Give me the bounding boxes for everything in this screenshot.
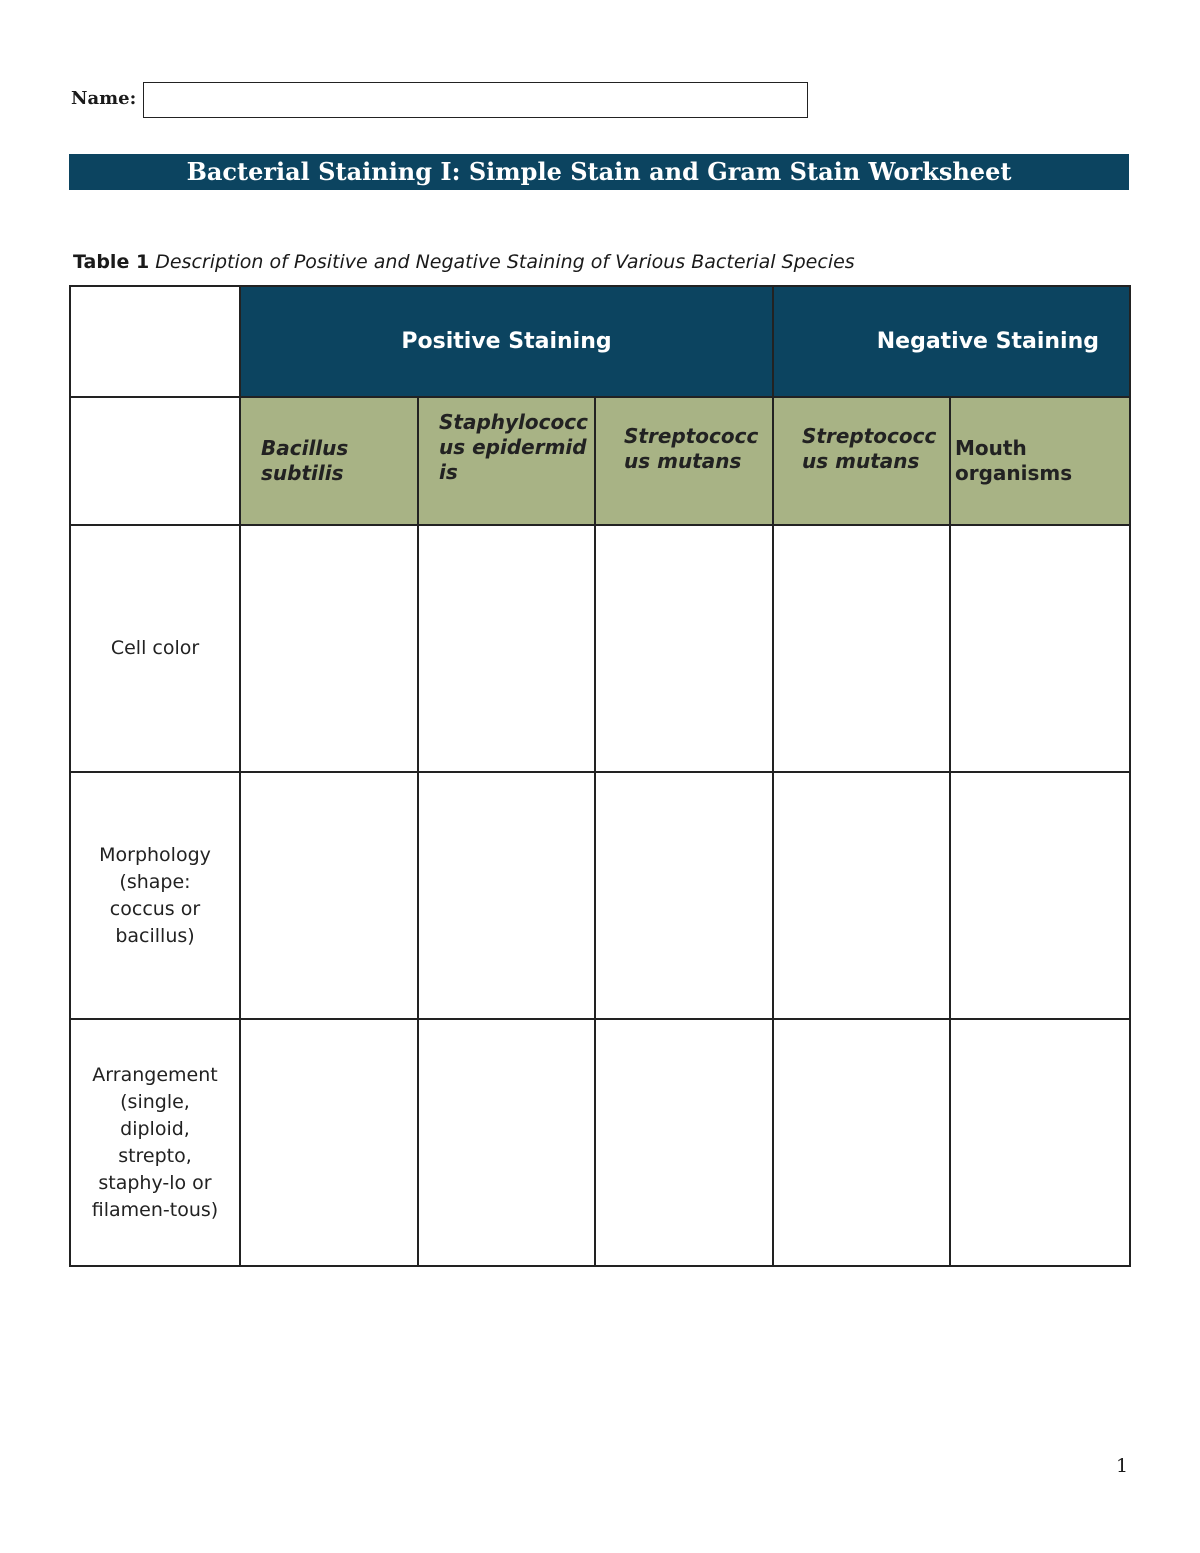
blank-label-cell [70,397,240,525]
staining-table [69,285,1131,1267]
answer-cell[interactable] [773,525,950,772]
corner-cell [70,286,240,397]
species-header [773,397,950,525]
row-label-arrangement: Arrangement (single, diploid, strepto, staphy-lo or filamen-tous) [70,1019,240,1266]
answer-cell[interactable] [595,1019,773,1266]
worksheet-title: Bacterial Staining I: Simple Stain and Gram Stain Worksheet [69,154,1129,190]
species-label: Mouth organisms [955,436,1073,485]
species-header [950,397,1130,525]
answer-cell[interactable] [240,1019,418,1266]
species-label: Bacillus subtilis [261,436,349,485]
species-label: Staphylococcus epidermidis [439,410,588,484]
answer-cell[interactable] [418,772,595,1019]
caption-description: Description of Positive and Negative Staining of Various Bacterial Species [155,251,855,273]
answer-cell[interactable] [418,525,595,772]
answer-cell[interactable] [950,1019,1130,1266]
species-label: Streptococcus mutans [624,424,759,473]
answer-cell[interactable] [773,1019,950,1266]
name-label: Name: [71,88,137,109]
answer-cell[interactable] [950,525,1130,772]
row-label-cell-color: Cell color [70,525,240,772]
positive-staining-header: Positive Staining [240,286,773,397]
name-field[interactable] [143,82,808,118]
species-header [240,397,418,525]
species-label: Streptococcus mutans [802,424,937,473]
answer-cell[interactable] [595,772,773,1019]
species-header [595,397,773,525]
page-number: 1 [1116,1455,1129,1477]
caption-label: Table 1 [73,251,150,273]
answer-cell[interactable] [418,1019,595,1266]
answer-cell[interactable] [773,772,950,1019]
table-caption [73,251,855,273]
species-header [418,397,595,525]
answer-cell[interactable] [240,525,418,772]
answer-cell[interactable] [240,772,418,1019]
negative-staining-header: Negative Staining [773,286,1130,397]
answer-cell[interactable] [950,772,1130,1019]
answer-cell[interactable] [595,525,773,772]
row-label-morphology: Morphology (shape: coccus or bacillus) [70,772,240,1019]
